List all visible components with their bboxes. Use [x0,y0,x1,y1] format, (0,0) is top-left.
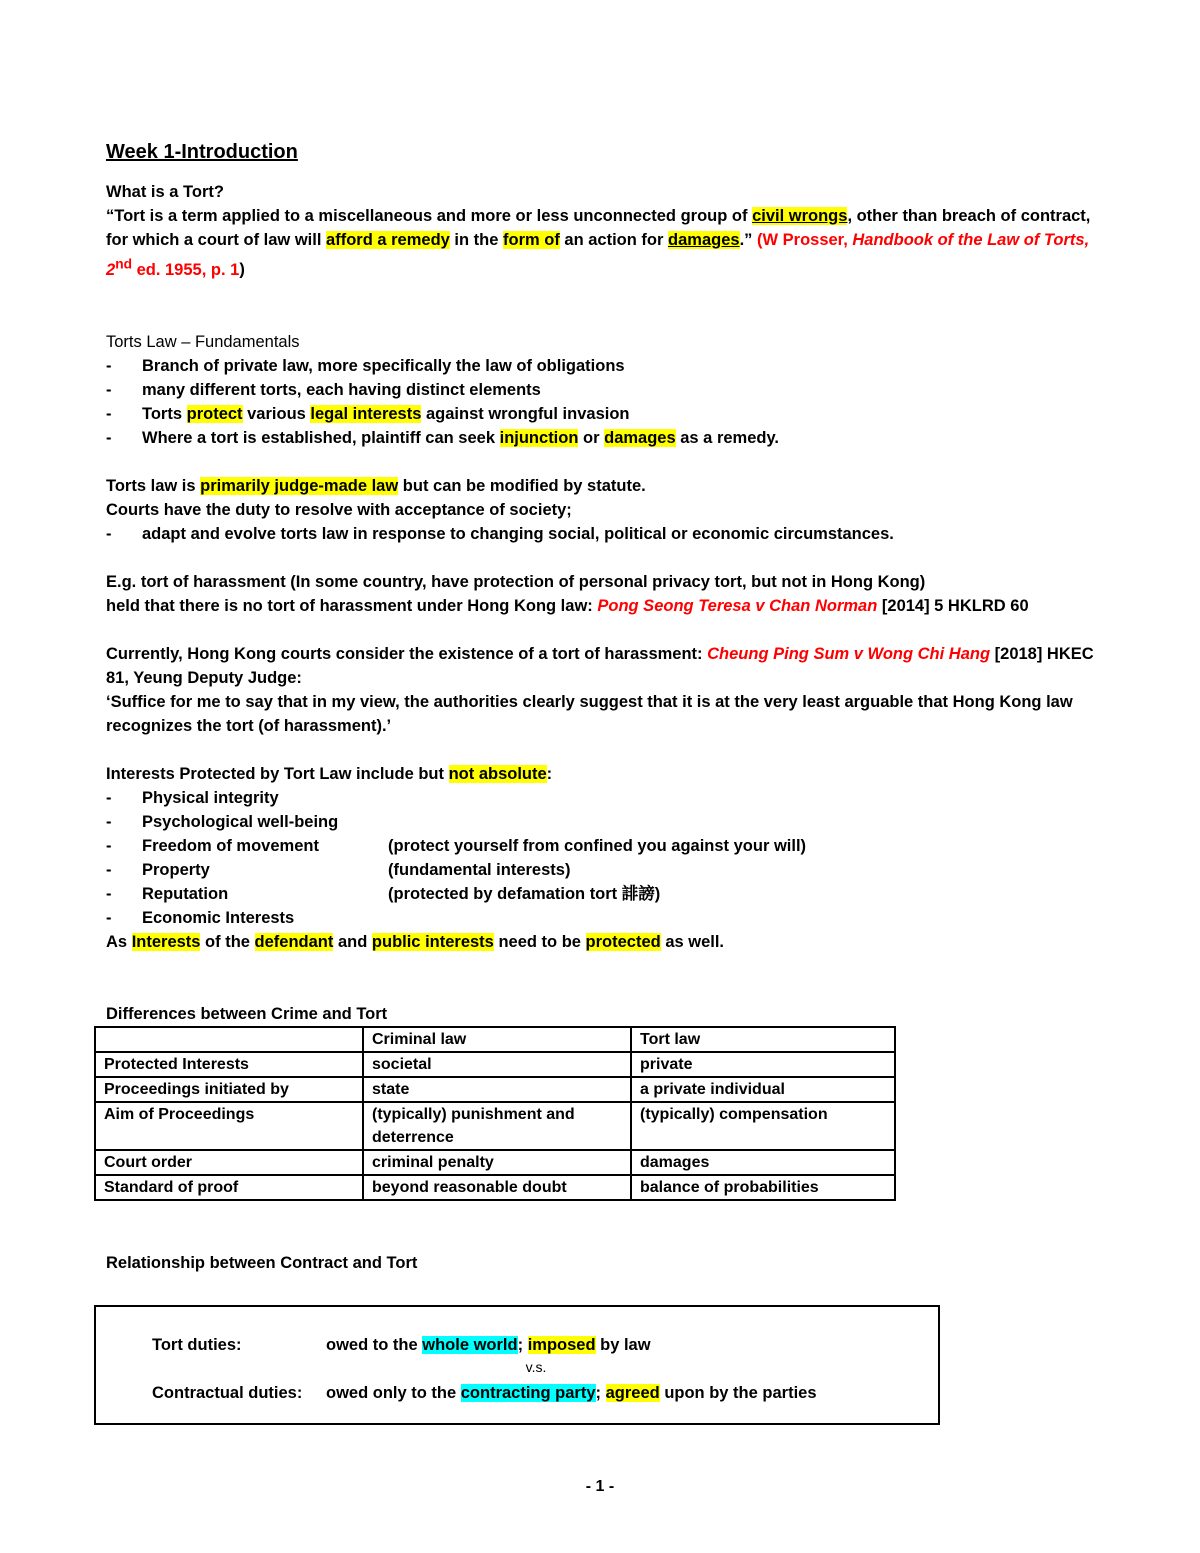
list-item: - Branch of private law, more specifically the law of obligations [106,354,1096,378]
interests-heading: Interests Protected by Tort Law include but not absolute: [106,764,553,783]
page-number: - 1 - [585,1478,615,1495]
courts-duty-list [106,522,1096,546]
page-title: Week 1-Introduction [106,141,298,163]
pong-case-line: held that there is no tort of harassment under Hong Kong law: Pong Seong Teresa v Chan Norman [2014] 5 HKLRD 60 [106,596,1029,615]
courts-duty-line: Courts have the duty to resolve with acceptance of society; [106,500,572,519]
differences-heading: Differences between Crime and Tort [106,1004,388,1023]
list-item: - Psychological well-being [106,810,1096,834]
list-item: - Torts protect various legal interests against wrongful invasion [106,402,1096,426]
list-item: - many different torts, each having distinct elements [106,378,1096,402]
table-row: Court order criminal penalty damages [95,1150,895,1175]
versus-label: v.s. [525,1359,547,1375]
fundamentals-list [106,354,1096,450]
harassment-example: E.g. tort of harassment (In some country, have protection of personal privacy tort, but not in Hong Kong) [106,572,926,591]
table-row: Proceedings initiated by state a private individual [95,1077,895,1102]
tort-duties-label: Tort duties: [152,1336,242,1354]
list-item: - Reputation (protected by defamation tort 誹謗) [106,882,1096,906]
tort-duties-text: owed to the whole world; imposed by law [326,1336,651,1354]
interests-footer: As Interests of the defendant and public interests need to be protected as well. [106,932,725,951]
table-row: Protected Interests societal private [95,1052,895,1077]
document-body [106,140,1096,1275]
crime-tort-table [94,1026,896,1201]
interests-list [106,786,1096,930]
fundamentals-heading: Torts Law – Fundamentals [106,332,300,351]
judge-quote: ‘Suffice for me to say that in my view, the authorities clearly suggest that it is at the very least arguable that Hong Kong law recognizes the tort (of harassment).’ [106,692,1073,735]
list-item: - Property (fundamental interests) [106,858,1096,882]
table-row: Standard of proof beyond reasonable doubt balance of probabilities [95,1175,895,1200]
list-item: - Physical integrity [106,786,1096,810]
what-is-heading: What is a Tort? [106,183,224,201]
contract-duties-text: owed only to the contracting party; agreed upon by the parties [326,1384,817,1402]
list-item: - Freedom of movement (protect yourself from confined you against your will) [106,834,1096,858]
contract-duties-label: Contractual duties: [152,1384,303,1402]
cheung-case-line: Currently, Hong Kong courts consider the existence of a tort of harassment: Cheung Ping Sum v Wong Chi Hang [2018] HKEC 81, Yeung Deputy Judge: [106,644,1094,687]
prosser-citation: (W Prosser, Handbook of the Law of Torts, 2nd ed. 1955, p. 1 [106,231,1090,279]
prosser-quote: “Tort is a term applied to a miscellaneous and more or less unconnected group of civil wrongs, other than breach of contract, for which a court of law will afford a remedy in the form of an action for damages.” (W Prosser, Handbook of the Law of Torts, 2nd ed. 1955, p. 1) [106,207,1091,279]
relationship-heading: Relationship between Contract and Tort [106,1253,418,1272]
judge-made-line: Torts law is primarily judge-made law but can be modified by statute. [106,476,646,495]
list-item: - adapt and evolve torts law in response to changing social, political or economic circumstances. [106,522,1096,546]
table-header-row: Criminal law Tort law [95,1027,895,1052]
list-item: - Where a tort is established, plaintiff can seek injunction or damages as a remedy. [106,426,1096,450]
duties-box [94,1305,940,1425]
list-item: - Economic Interests [106,906,1096,930]
table-row: Aim of Proceedings (typically) punishment and deterrence (typically) compensation [95,1102,895,1150]
